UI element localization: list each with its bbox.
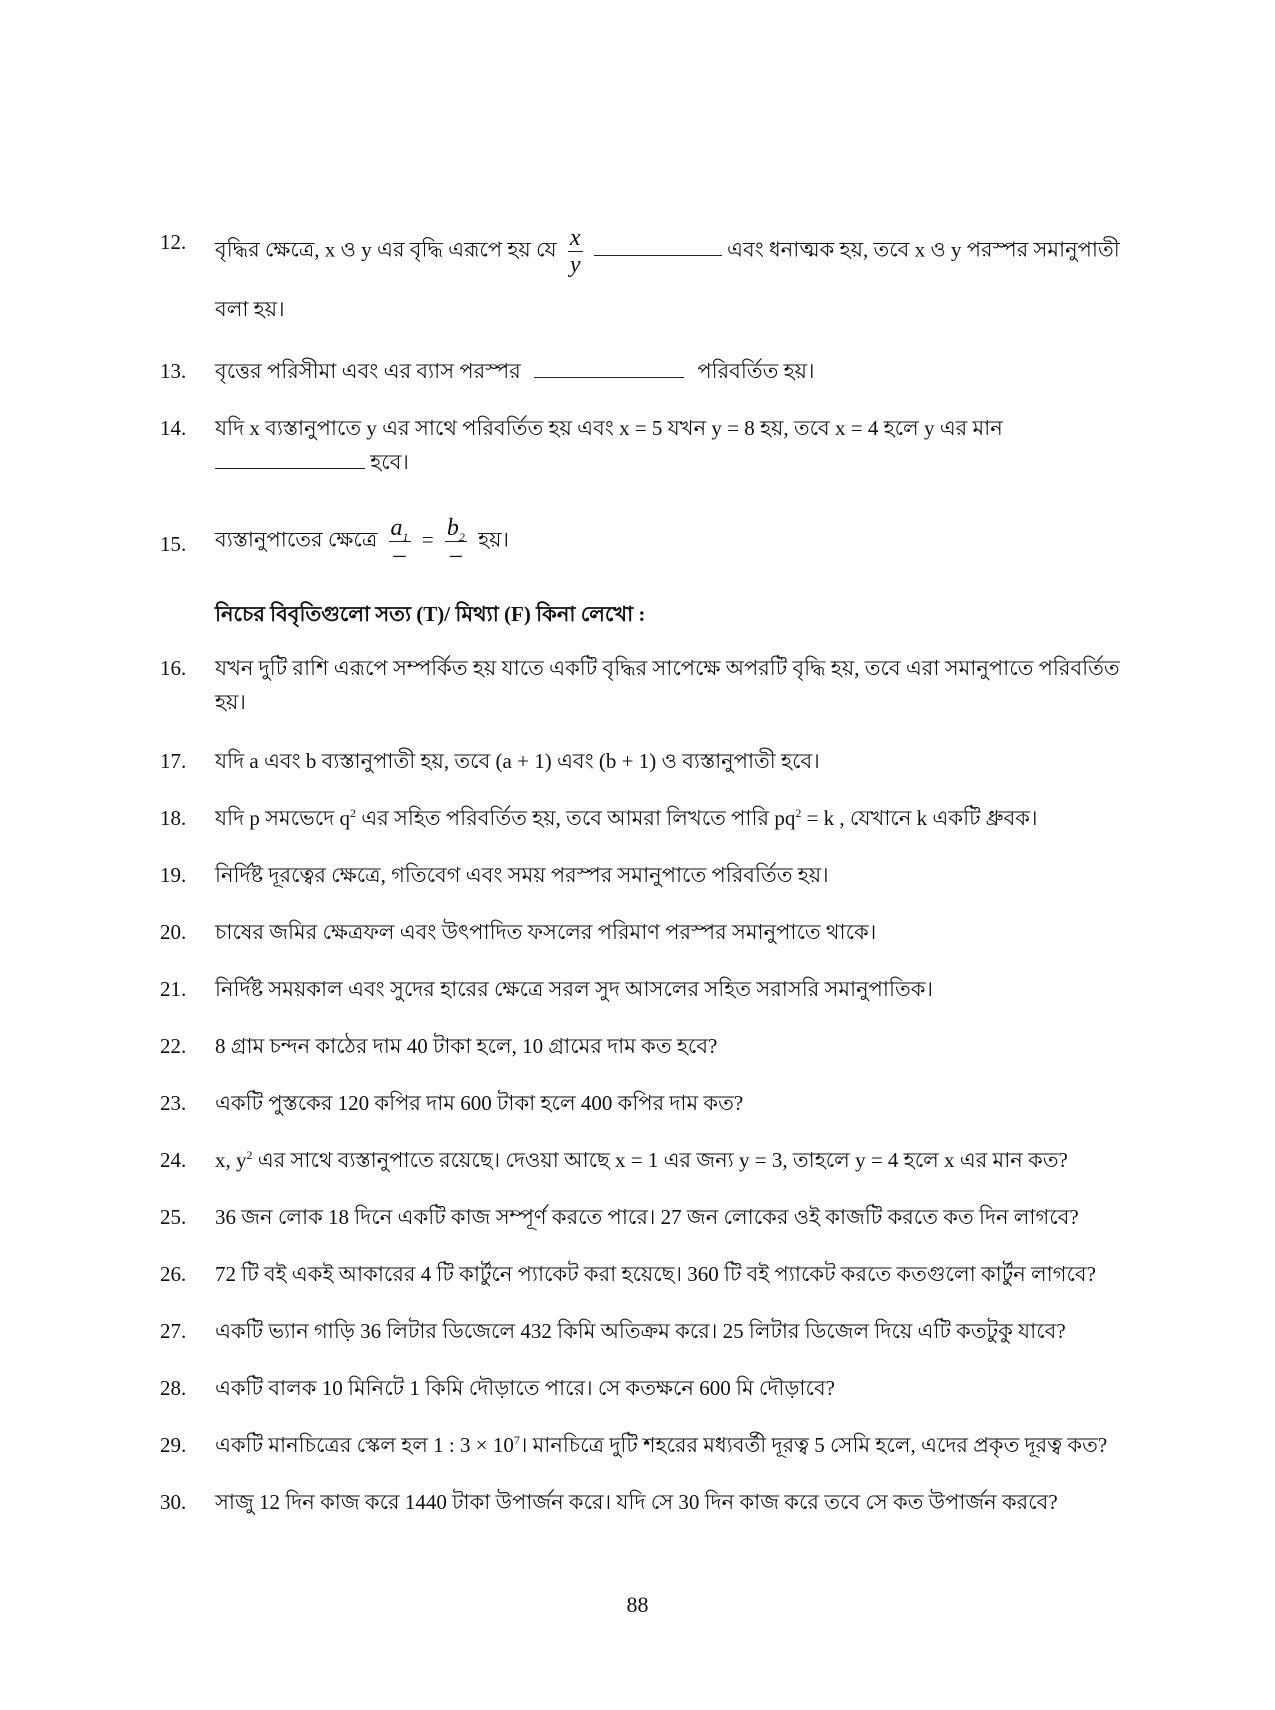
- fraction-a1: [389, 515, 411, 568]
- answer-blank: [594, 233, 722, 256]
- question-24: [160, 1143, 1160, 1177]
- question-27: [160, 1314, 1160, 1348]
- question-text-end: = k , যেখানে k একটি ধ্রুবক।: [801, 806, 1038, 830]
- question-20: [160, 915, 1160, 949]
- question-text: একটি বালক 10 মিনিটে 1 কিমি দৌড়াতে পারে। সে কতক্ষনে 600 মি দৌড়াবে?: [215, 1376, 835, 1400]
- fraction-numerator: a: [390, 515, 403, 541]
- page-number: 88: [626, 1592, 649, 1617]
- question-text-cont: । মানচিত্রে দুটি শহরের মধ্যবর্তী দূরত্ব 5 সেমি হলে, এদের প্রকৃত দূরত্ব কত?: [519, 1433, 1108, 1457]
- question-16: [160, 651, 1160, 719]
- question-text-cont: পরিবর্তিত হয়।: [697, 359, 815, 383]
- question-text: যদি x ব্যস্তানুপাতে y এর সাথে পরিবর্তিত হয় এবং x = 5 যখন y = 8 হয়, তবে x = 4 হলে y এর মান: [215, 416, 1003, 440]
- equals-sign: =: [421, 527, 434, 552]
- question-29: [160, 1428, 1160, 1462]
- question-number: 14.: [160, 416, 187, 440]
- superscript: 2: [795, 806, 802, 820]
- question-number: 30.: [160, 1490, 187, 1514]
- subscript: 2: [458, 529, 465, 544]
- section-heading: নিচের বিবৃতিগুলো সত্য (T)/ মিথ্যা (F) কিনা লেখো :: [215, 602, 646, 626]
- question-number: 20.: [160, 920, 187, 944]
- question-text: সাজু 12 দিন কাজ করে 1440 টাকা উপার্জন করে। যদি সে 30 দিন কাজ করে তবে সে কত উপার্জন করবে?: [215, 1490, 1058, 1514]
- fraction-denominator: y: [569, 252, 581, 278]
- question-text-cont: এর সহিত পরিবর্তিত হয়, তবে আমরা লিখতে পারি pq: [355, 806, 796, 830]
- question-23: [160, 1086, 1160, 1120]
- question-text: একটি পুস্তকের 120 কপির দাম 600 টাকা হলে 400 কপির দাম কত?: [215, 1091, 744, 1115]
- question-text-cont: এবং ধনাত্মক হয়, তবে x ও y পরস্পর সমানুপাতী: [727, 237, 1120, 262]
- question-text-line2: হয়।: [215, 690, 246, 714]
- fraction-numerator: b: [446, 515, 459, 541]
- question-12: [160, 225, 1160, 326]
- question-number: 25.: [160, 1205, 187, 1229]
- question-number: 26.: [160, 1262, 187, 1286]
- superscript: 7: [513, 1433, 520, 1447]
- question-19: [160, 858, 1160, 892]
- fraction-denominator: –: [449, 542, 462, 568]
- question-text: 36 জন লোক 18 দিনে একটি কাজ সম্পূর্ণ করতে পারে। 27 জন লোকের ওই কাজটি করতে কত দিন লাগবে?: [215, 1205, 1079, 1229]
- question-text: যদি p সমভেদে q: [215, 806, 350, 830]
- question-number: 22.: [160, 1034, 187, 1058]
- question-21: [160, 972, 1160, 1006]
- question-30: [160, 1485, 1160, 1519]
- question-text-cont: হয়।: [478, 527, 510, 552]
- question-number: 13.: [160, 359, 187, 383]
- question-15: [160, 515, 1160, 568]
- question-number: 16.: [160, 656, 187, 680]
- question-number: 29.: [160, 1433, 187, 1457]
- subscript: 1: [402, 529, 409, 544]
- question-text: x, y: [215, 1148, 247, 1172]
- question-number: 24.: [160, 1148, 187, 1172]
- fraction-x-over-y: [568, 225, 583, 278]
- question-17: [160, 744, 1160, 778]
- question-text: বৃদ্ধির ক্ষেত্রে, x ও y এর বৃদ্ধি এরূপে হয় যে: [215, 237, 557, 262]
- question-13: [160, 354, 1160, 388]
- fraction-numerator: x: [569, 225, 581, 251]
- question-number: 18.: [160, 806, 187, 830]
- question-number: 23.: [160, 1091, 187, 1115]
- fraction-denominator: –: [393, 542, 406, 568]
- question-text-cont: এর সাথে ব্যস্তানুপাতে রয়েছে। দেওয়া আছে x = 1 এর জন্য y = 3, তাহলে y = 4 হলে x এর মান কত?: [252, 1148, 1068, 1172]
- question-18: [160, 801, 1160, 835]
- fraction-b2: [445, 515, 467, 568]
- question-28: [160, 1371, 1160, 1405]
- question-number: 17.: [160, 749, 187, 773]
- question-text: ব্যস্তানুপাতের ক্ষেত্রে: [215, 527, 378, 552]
- question-text: নির্দিষ্ট সময়কাল এবং সুদের হারের ক্ষেত্রে সরল সুদ আসলের সহিত সরাসরি সমানুপাতিক।: [215, 977, 933, 1001]
- question-text: নির্দিষ্ট দূরত্বের ক্ষেত্রে, গতিবেগ এবং সময় পরস্পর সমানুপাতে পরিবর্তিত হয়।: [215, 863, 829, 887]
- question-text: একটি ভ্যান গাড়ি 36 লিটার ডিজেলে 432 কিমি অতিক্রম করে। 25 লিটার ডিজেল দিয়ে এটি কতটুকু যাবে?: [215, 1319, 1066, 1343]
- question-number: 27.: [160, 1319, 187, 1343]
- question-14: [160, 411, 1160, 479]
- question-text: চাষের জমির ক্ষেত্রফল এবং উৎপাদিত ফসলের পরিমাণ পরস্পর সমানুপাতে থাকে।: [215, 920, 877, 944]
- question-text-cont: হবে।: [370, 450, 409, 474]
- question-number: 19.: [160, 863, 187, 887]
- question-22: [160, 1029, 1160, 1063]
- question-number: 21.: [160, 977, 187, 1001]
- superscript: 2: [349, 806, 356, 820]
- question-text: একটি মানচিত্রের স্কেল হল 1 : 3 × 10: [215, 1433, 514, 1457]
- question-text: যখন দুটি রাশি এরূপে সম্পর্কিত হয় যাতে একটি বৃদ্ধির সাপেক্ষে অপরটি বৃদ্ধি হয়, তবে এরা সমানুপাতে পরিবর্তিত: [215, 656, 1120, 680]
- answer-blank: [215, 446, 365, 469]
- question-number: 12.: [160, 230, 187, 254]
- question-text-line2: বলা হয়।: [215, 297, 285, 321]
- answer-blank: [534, 355, 684, 378]
- question-text: 8 গ্রাম চন্দন কাঠের দাম 40 টাকা হলে, 10 গ্রামের দাম কত হবে?: [215, 1034, 718, 1058]
- question-text: বৃত্তের পরিসীমা এবং এর ব্যাস পরস্পর: [215, 359, 521, 383]
- question-text: 72 টি বই একই আকারের 4 টি কার্টুনে প্যাকেট করা হয়েছে। 360 টি বই প্যাকেট করতে কতগুলো কার্টুন লাগবে?: [215, 1262, 1096, 1286]
- question-number: 15.: [160, 532, 187, 556]
- question-text: যদি a এবং b ব্যস্তানুপাতী হয়, তবে (a + 1) এবং (b + 1) ও ব্যস্তানুপাতী হবে।: [215, 749, 820, 773]
- question-26: [160, 1257, 1160, 1291]
- question-25: [160, 1200, 1160, 1234]
- superscript: 2: [246, 1148, 253, 1162]
- question-number: 28.: [160, 1376, 187, 1400]
